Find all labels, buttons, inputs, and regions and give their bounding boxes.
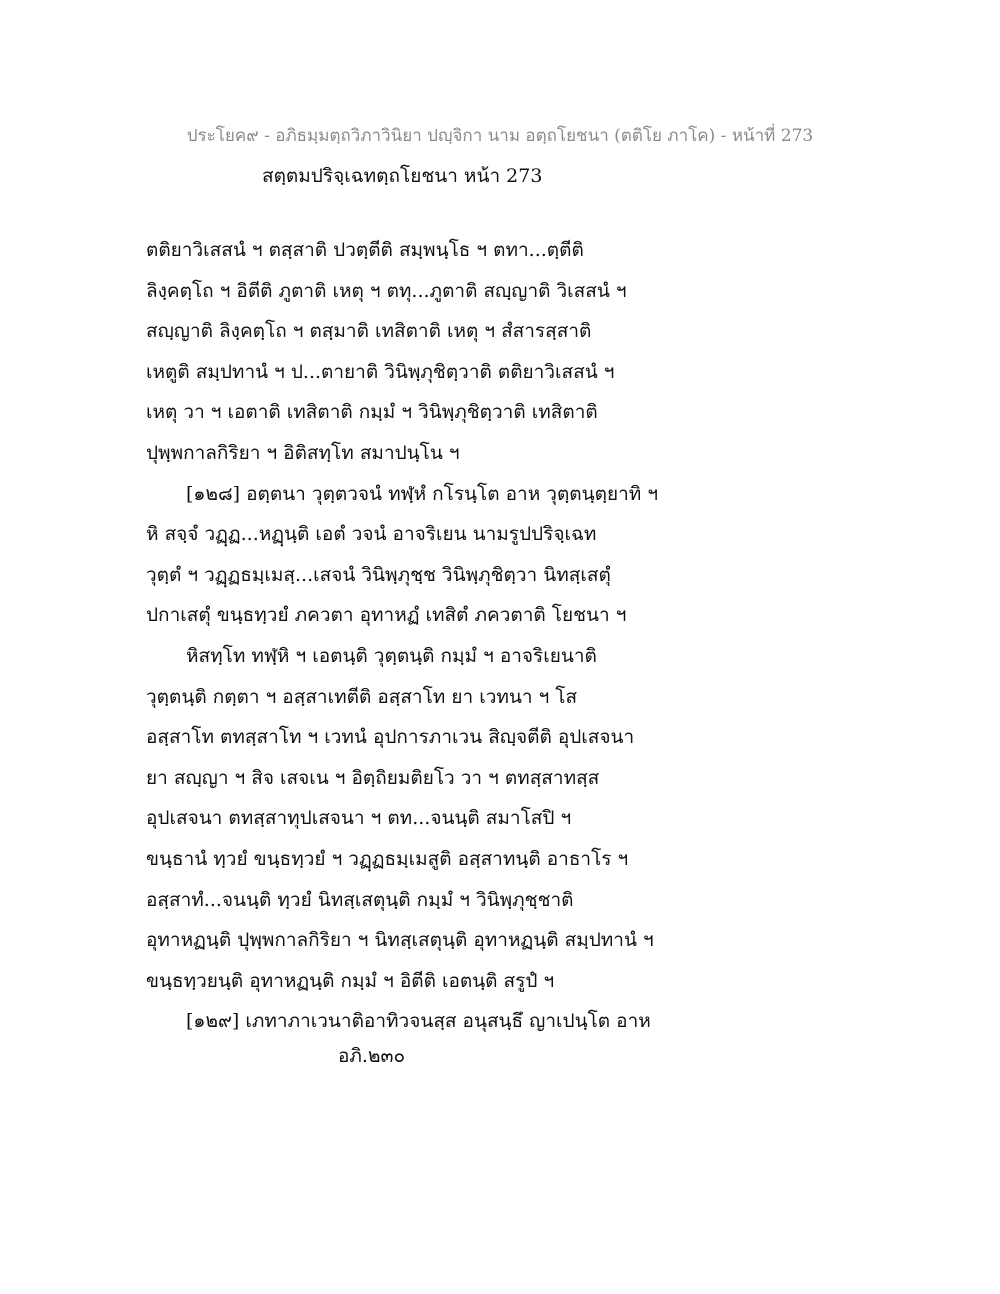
chapter-title: สตฺตมปริจฺเฉทตฺถโยชนา หน้า 273	[262, 165, 543, 187]
text-line: อสฺสาทํ...จนนฺติ ทฺวยํ นิทสฺเสตุนฺติ กมฺมํ ฯ วินิพฺภุชฺชาติ	[146, 888, 574, 911]
paragraph-129-start: [๑๒๙] เภทาภาเวนาติอาทิวจนสฺส อนุสนฺธึ ญาเปนฺโต อาห	[186, 1010, 651, 1033]
text-line: ปกาเสตุํ ขนฺธทฺวยํ ภควตา อุทาหฏํ เทสิตํ ภควตาติ โยชนา ฯ	[146, 604, 627, 627]
text-line: ลิงฺคตฺโถ ฯ อิตีติ ภูตาติ เหตุ ฯ ตทุ...ภูตาติ สญฺญาติ วิเสสนํ ฯ	[146, 279, 627, 302]
paragraph-start: หิสทฺโท ทฬฺหิ ฯ เอตนฺติ วุตฺตนฺติ กมฺมํ ฯ อาจริเยนาติ	[186, 644, 597, 667]
text-line: ตติยาวิเสสนํ ฯ ตสฺสาติ ปวตฺตีติ สมฺพนฺโธ ฯ ตทา...ตฺตีติ	[146, 239, 584, 261]
paragraph-128-start: [๑๒๘] อตฺตนา วุตฺตวจนํ ทฬฺหํ กโรนฺโต อาห วุตฺตนฺตฺยาทิ ฯ	[186, 482, 658, 505]
text-line: เหตูติ สมฺปทานํ ฯ ป...ตายาติ วินิพฺภุชิตฺวาติ ตติยาวิเสสนํ ฯ	[146, 360, 615, 383]
text-line: สญฺญาติ ลิงฺคตฺโถ ฯ ตสฺมาติ เทสิตาติ เหตุ ฯ สํสารสฺสาติ	[146, 320, 592, 343]
text-line: ปุพฺพกาลกิริยา ฯ อิติสทฺโท สมาปนฺโน ฯ	[146, 441, 460, 464]
text-line: วุตฺตนฺติ กตฺตา ฯ อสฺสาเทตีติ อสฺสาโท ยา เวทนา ฯ โส	[146, 685, 578, 708]
text-line: อุปเสจนา ตทสฺสาทุปเสจนา ฯ ตท...จนนฺติ สมาโสปิ ฯ	[146, 807, 572, 830]
text-line: ขนฺธทฺวยนฺติ อุทาหฏนฺติ กมฺมํ ฯ อิตีติ เอตนฺติ สรูปํ ฯ	[146, 969, 555, 992]
running-header-text: ประโยค๙ - อภิธมฺมตฺถวิภาวินิยา ปญฺจิกา นาม อตฺถโยชนา (ตติโย ภาโค) - หน้าที่ 273	[186, 126, 814, 146]
text-line: เหตุ วา ฯ เอตาติ เทสิตาติ กมฺมํ ฯ วินิพฺภุชิตฺวาติ เทสิตาติ	[146, 401, 598, 424]
text-line: อุทาหฏนฺติ ปุพฺพกาลกิริยา ฯ นิทสฺเสตุนฺติ อุทาหฏนฺติ สมฺปทานํ ฯ	[146, 929, 654, 952]
text-line: ยา สญฺญา ฯ สิจ เสจเน ฯ อิตฺถิยมติยโว วา ฯ ตทสฺสาทสฺส	[146, 766, 600, 789]
text-line: หิ สจฺจํ วฏฺฏ...หฏฺนฺติ เอตํ วจนํ อาจริเยน นามรูปปริจฺเฉท	[146, 523, 597, 546]
body-text	[146, 236, 866, 1048]
text-line: อสฺสาโท ตทสฺสาโท ฯ เวทนํ อุปการภาเวน สิญฺจตีติ อุปเสจนา	[146, 726, 635, 749]
text-line: วุตฺตํ ฯ วฏฺฏธมฺเมสฺ...เสจนํ วินิพฺภุชฺช วินิพฺภุชิตฺวา นิทสฺเสตุํ	[146, 563, 611, 586]
running-header	[0, 122, 1000, 149]
page-marker: อภิ.๒๓๐	[338, 1045, 406, 1067]
text-line: ขนฺธานํ ทฺวยํ ขนฺธทฺวยํ ฯ วฏฺฏธมฺเมสูติ อสฺสาทนฺติ อาธาโร ฯ	[146, 847, 629, 870]
